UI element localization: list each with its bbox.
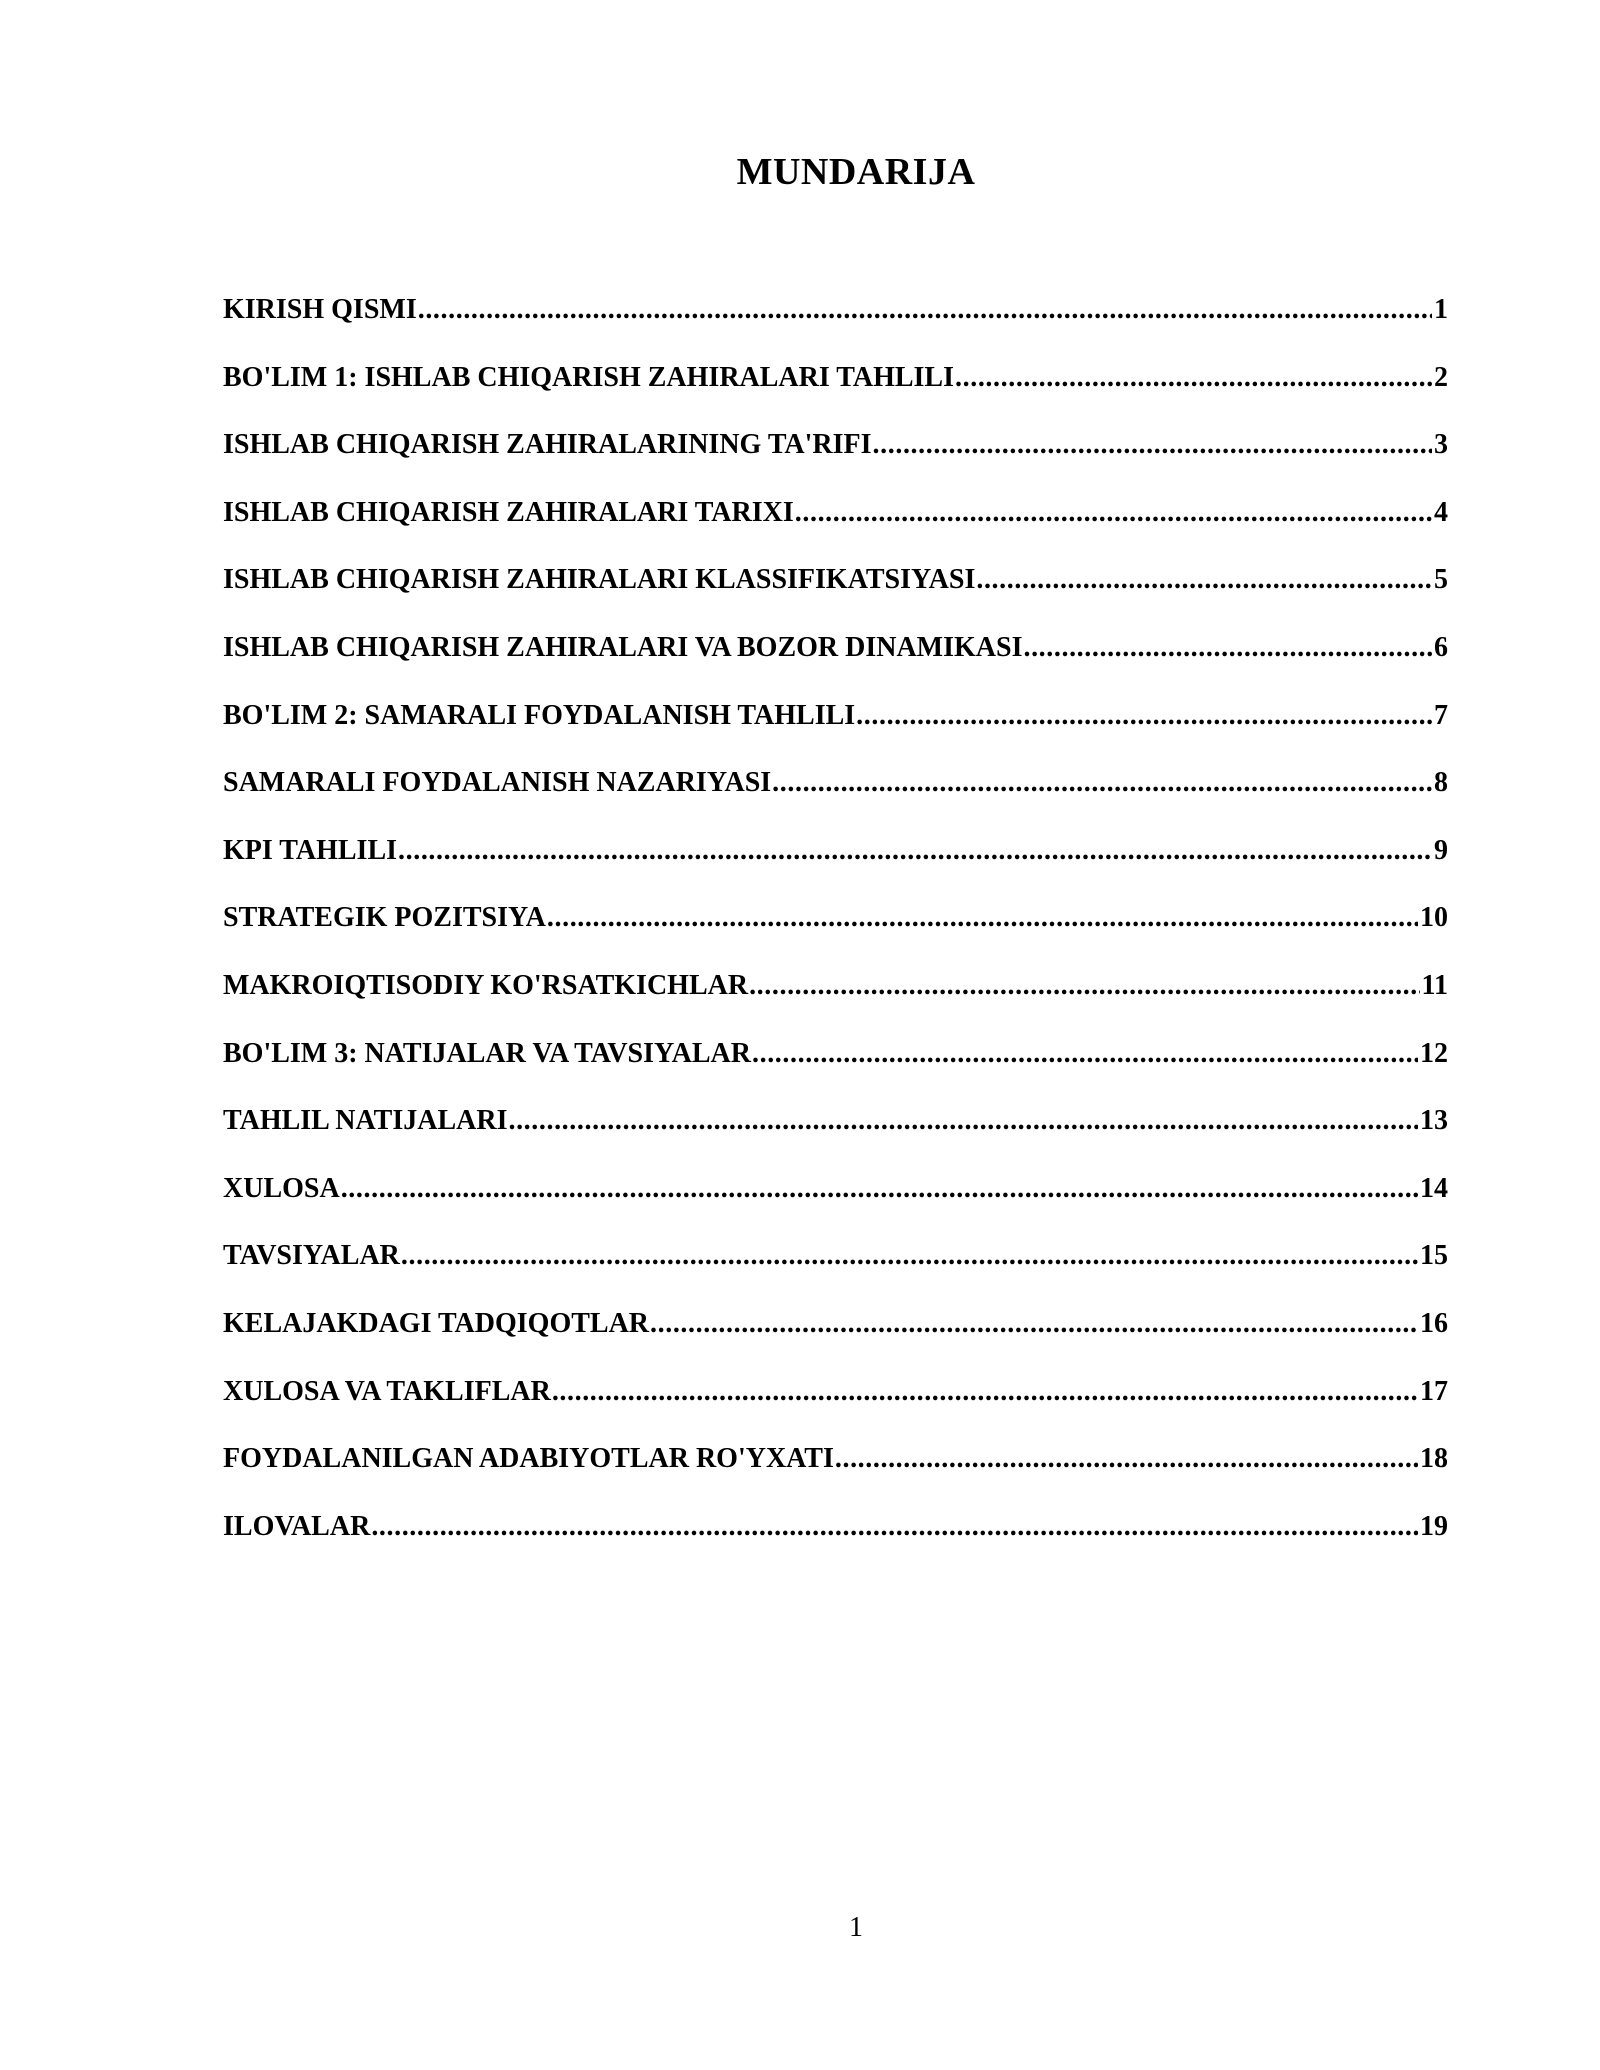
toc-entry-page: 16: [1420, 1307, 1448, 1339]
toc-dot-leader: [508, 1101, 1418, 1141]
toc-entry[interactable]: [223, 493, 1448, 561]
toc-entry-page: 5: [1434, 564, 1448, 596]
toc-entry[interactable]: [223, 628, 1448, 696]
toc-entry[interactable]: [223, 358, 1448, 426]
toc-entry-page: 13: [1420, 1105, 1448, 1137]
footer-page-number: 1: [849, 1912, 863, 1943]
toc-entry[interactable]: [223, 1034, 1448, 1102]
toc-entry-page: 4: [1434, 496, 1448, 528]
toc-dot-leader: [749, 966, 1419, 1006]
toc-dot-leader: [401, 1236, 1418, 1276]
toc-entry[interactable]: [223, 696, 1448, 764]
toc-entry-label: BO'LIM 1: ISHLAB CHIQARISH ZAHIRALARI TAHLILI: [223, 361, 955, 393]
toc-entry[interactable]: [223, 831, 1448, 899]
toc-entry-label: KIRISH QISMI: [223, 294, 417, 325]
toc-entry-label: KELAJAKDAGI TADQIQOTLAR: [223, 1307, 650, 1339]
toc-entry[interactable]: [223, 1304, 1448, 1372]
toc-entry-label: KPI TAHLILI: [223, 834, 398, 866]
toc-entry[interactable]: [223, 560, 1448, 628]
toc-entry[interactable]: [223, 1169, 1448, 1237]
toc-entry-page: 14: [1420, 1172, 1448, 1204]
toc-entry-label: ISHLAB CHIQARISH ZAHIRALARINING TA'RIFI: [223, 429, 872, 461]
toc-entry-label: XULOSA: [223, 1172, 340, 1204]
toc-entry[interactable]: [223, 425, 1448, 493]
toc-entry-page: 12: [1420, 1037, 1448, 1069]
toc-dot-leader: [955, 358, 1432, 398]
toc-entry-label: ISHLAB CHIQARISH ZAHIRALARI VA BOZOR DINAMIKASI: [223, 631, 1023, 663]
toc-entry-label: BO'LIM 2: SAMARALI FOYDALANISH TAHLILI: [223, 699, 856, 731]
toc-entry[interactable]: [223, 1372, 1448, 1440]
toc-entry[interactable]: [223, 290, 1448, 358]
toc-dot-leader: [976, 560, 1432, 600]
toc-entry[interactable]: [223, 763, 1448, 831]
toc-entry[interactable]: [223, 1101, 1448, 1169]
toc-entry-label: BO'LIM 3: NATIJALAR VA TAVSIYALAR: [223, 1037, 751, 1069]
toc-entry-label: ISHLAB CHIQARISH ZAHIRALARI KLASSIFIKATSIYASI: [223, 564, 976, 596]
toc-dot-leader: [650, 1304, 1418, 1344]
toc-entry-page: 15: [1420, 1240, 1448, 1272]
toc-entry-page: 3: [1434, 429, 1448, 461]
toc-entry-page: 8: [1434, 767, 1448, 799]
toc-entry-label: TAVSIYALAR: [223, 1240, 400, 1272]
toc-dot-leader: [772, 763, 1432, 803]
toc-entry[interactable]: [223, 1236, 1448, 1304]
toc-entry-page: 6: [1434, 631, 1448, 663]
toc-entry-label: TAHLIL NATIJALARI: [223, 1105, 508, 1137]
toc-dot-leader: [752, 1034, 1418, 1074]
toc-entry-page: 10: [1420, 902, 1448, 934]
toc-dot-leader: [1023, 628, 1432, 668]
toc-dot-leader: [547, 898, 1418, 938]
toc-dot-leader: [795, 493, 1432, 533]
table-of-contents: [223, 290, 1448, 1574]
toc-dot-leader: [835, 1439, 1418, 1479]
toc-entry-page: 11: [1421, 969, 1448, 1001]
toc-dot-leader: [398, 831, 1432, 871]
toc-dot-leader: [856, 696, 1432, 736]
toc-entry-label: ILOVALAR: [223, 1510, 371, 1542]
toc-entry-label: SAMARALI FOYDALANISH NAZARIYASI: [223, 767, 772, 799]
toc-dot-leader: [552, 1372, 1418, 1412]
toc-entry-page: 19: [1420, 1510, 1448, 1542]
toc-entry-page: 2: [1434, 361, 1448, 393]
toc-entry-label: ISHLAB CHIQARISH ZAHIRALARI TARIXI: [223, 496, 794, 528]
page-title: MUNDARIJA: [736, 151, 976, 193]
toc-dot-leader: [418, 290, 1432, 330]
toc-entry[interactable]: [223, 1439, 1448, 1507]
toc-dot-leader: [873, 425, 1432, 465]
toc-entry-page: 18: [1420, 1443, 1448, 1475]
toc-entry-page: 9: [1434, 834, 1448, 866]
toc-entry[interactable]: [223, 898, 1448, 966]
toc-entry-label: MAKROIQTISODIY KO'RSATKICHLAR: [223, 969, 749, 1001]
toc-dot-leader: [341, 1169, 1418, 1209]
toc-entry-label: FOYDALANILGAN ADABIYOTLAR RO'YXATI: [223, 1443, 834, 1475]
toc-entry[interactable]: [223, 966, 1448, 1034]
toc-entry-label: STRATEGIK POZITSIYA: [223, 902, 546, 934]
toc-entry-page: 1: [1434, 294, 1448, 325]
toc-entry-label: XULOSA VA TAKLIFLAR: [223, 1375, 551, 1407]
toc-entry-page: 17: [1420, 1375, 1448, 1407]
toc-entry-page: 7: [1434, 699, 1448, 731]
toc-dot-leader: [371, 1507, 1418, 1547]
toc-entry[interactable]: [223, 1507, 1448, 1575]
